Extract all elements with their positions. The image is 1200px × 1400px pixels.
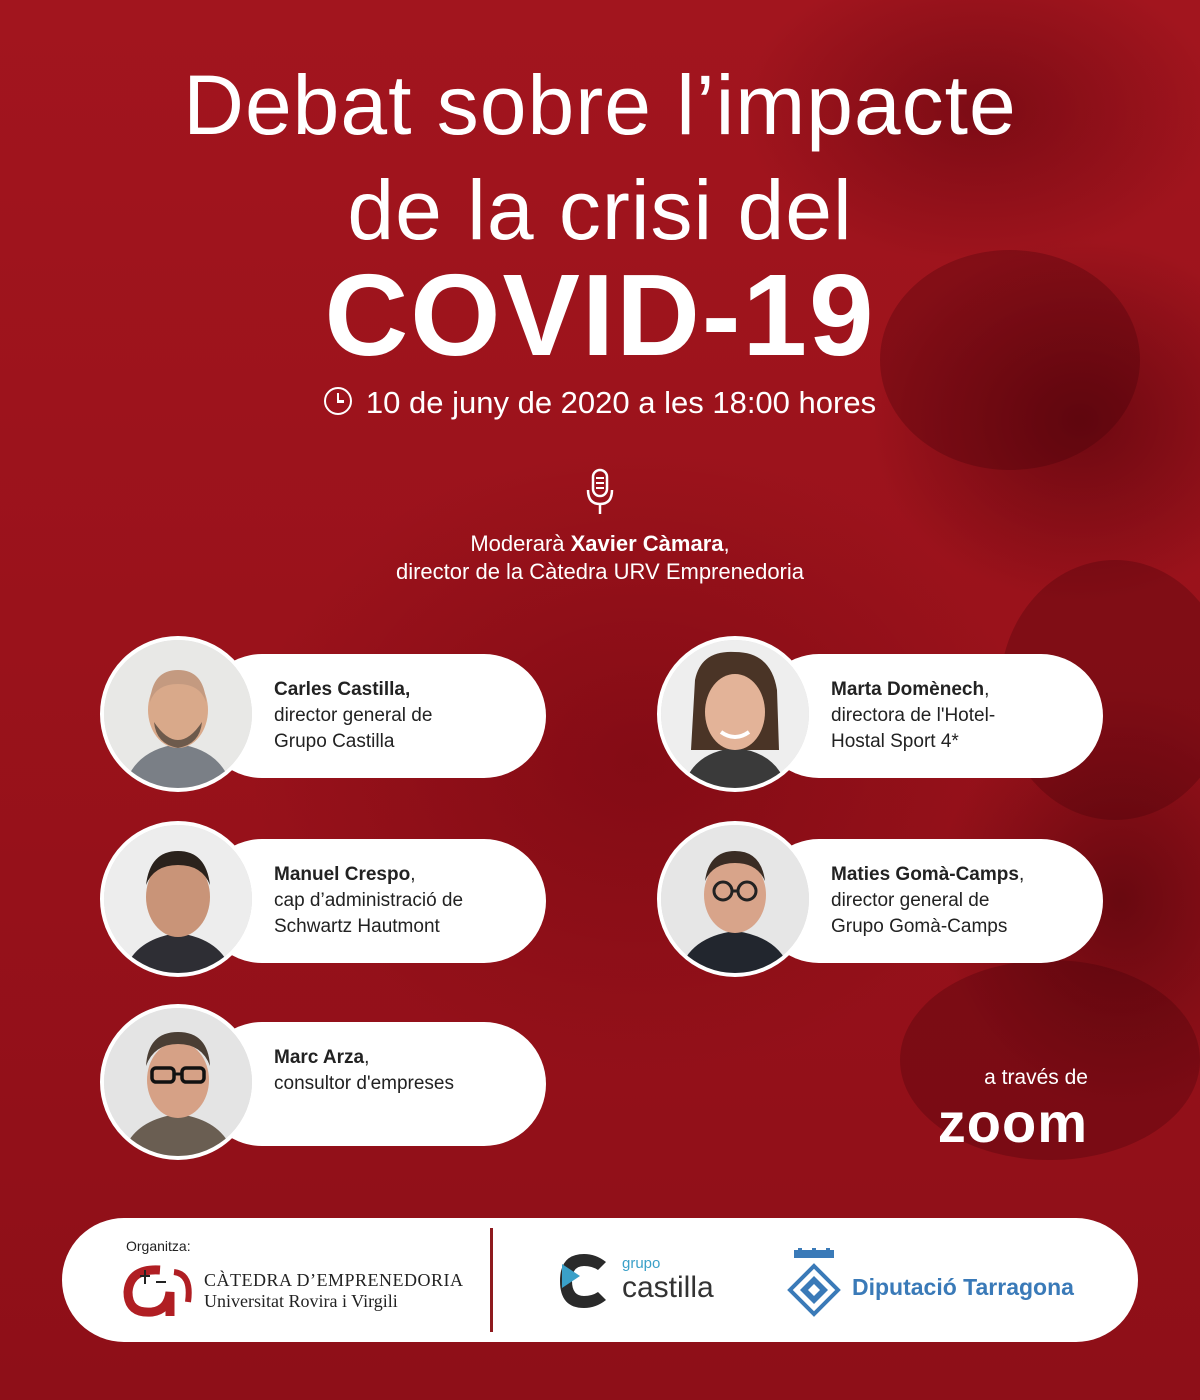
zoom-logo: zoom	[937, 1091, 1088, 1154]
speaker-text	[831, 862, 1091, 940]
moderator-info	[0, 530, 1200, 586]
clock-icon	[324, 387, 352, 415]
speaker-name-suffix: ,	[364, 1047, 370, 1068]
speaker-name: Maties Gomà-Camps	[831, 864, 1019, 885]
speaker-text	[831, 677, 1091, 755]
platform-info	[938, 1066, 1088, 1154]
footer-divider	[490, 1228, 493, 1332]
title-line-2: de la crisi del	[347, 163, 853, 257]
catedra-urv-logo-icon	[122, 1262, 198, 1318]
speaker-name: Manuel Crespo	[274, 864, 411, 885]
speaker-photo	[657, 821, 813, 977]
speaker-card	[100, 839, 546, 963]
speaker-role-line1: director general de	[831, 890, 990, 911]
urv-line-2: Universitat Rovira i Virgili	[204, 1291, 398, 1311]
speaker-photo	[100, 821, 256, 977]
speaker-role-line1: director general de	[274, 705, 433, 726]
speaker-name-suffix: ,	[410, 864, 416, 885]
speaker-text	[274, 862, 534, 940]
speaker-photo	[100, 636, 256, 792]
speaker-role-line1: consultor d'empreses	[274, 1073, 454, 1094]
speaker-text	[274, 677, 534, 755]
moderator-suffix: ,	[723, 531, 730, 556]
urv-line-1: CÀTEDRA D’EMPRENEDORIA	[204, 1270, 464, 1290]
speaker-name: Marta Domènech	[831, 679, 985, 700]
speaker-name-suffix: ,	[984, 679, 990, 700]
moderator-prefix: Moderarà	[470, 531, 571, 556]
organiser-label: Organitza:	[126, 1238, 191, 1254]
speaker-card	[657, 654, 1103, 778]
sponsors-footer	[62, 1218, 1138, 1342]
speaker-card	[100, 1022, 546, 1146]
gc-line-2: castilla	[622, 1271, 714, 1304]
platform-via: a través de	[984, 1066, 1088, 1089]
speaker-photo	[100, 1004, 256, 1160]
diputacio-tarragona-logo-icon	[786, 1248, 842, 1320]
microphone-icon	[585, 468, 615, 516]
speaker-role-line2: Grupo Castilla	[274, 731, 395, 752]
moderator-role: director de la Càtedra URV Emprenedoria	[395, 559, 805, 584]
event-date-text: 10 de juny de 2020 a les 18:00 hores	[365, 385, 877, 420]
diputacio-tarragona-text: Diputació Tarragona	[852, 1274, 1074, 1300]
speaker-name-suffix: ,	[1018, 864, 1025, 885]
speaker-text	[274, 1045, 534, 1097]
title-line-1: Debat sobre l’impacte	[183, 58, 1017, 152]
moderator-name: Xavier Càmara	[570, 531, 724, 556]
speaker-role-line2: Schwartz Hautmont	[274, 916, 440, 937]
speaker-role-line2: Grupo Gomà-Camps	[831, 916, 1008, 937]
speaker-role-line2: Hostal Sport 4*	[831, 731, 959, 752]
gc-line-1: grupo	[622, 1255, 661, 1272]
speaker-photo	[657, 636, 813, 792]
speaker-card	[657, 839, 1103, 963]
speaker-role-line1: cap d’administració de	[274, 890, 464, 911]
speaker-role-line1: directora de l'Hotel-	[831, 705, 996, 726]
event-date	[0, 385, 1200, 421]
grupo-castilla-logo-icon	[556, 1252, 614, 1310]
grupo-castilla-text	[622, 1256, 714, 1304]
title-line-3: COVID-19	[324, 250, 876, 380]
speaker-name: Marc Arza	[274, 1047, 365, 1068]
catedra-urv-text	[204, 1270, 464, 1312]
speaker-name: Carles Castilla,	[274, 679, 411, 700]
speaker-card	[100, 654, 546, 778]
